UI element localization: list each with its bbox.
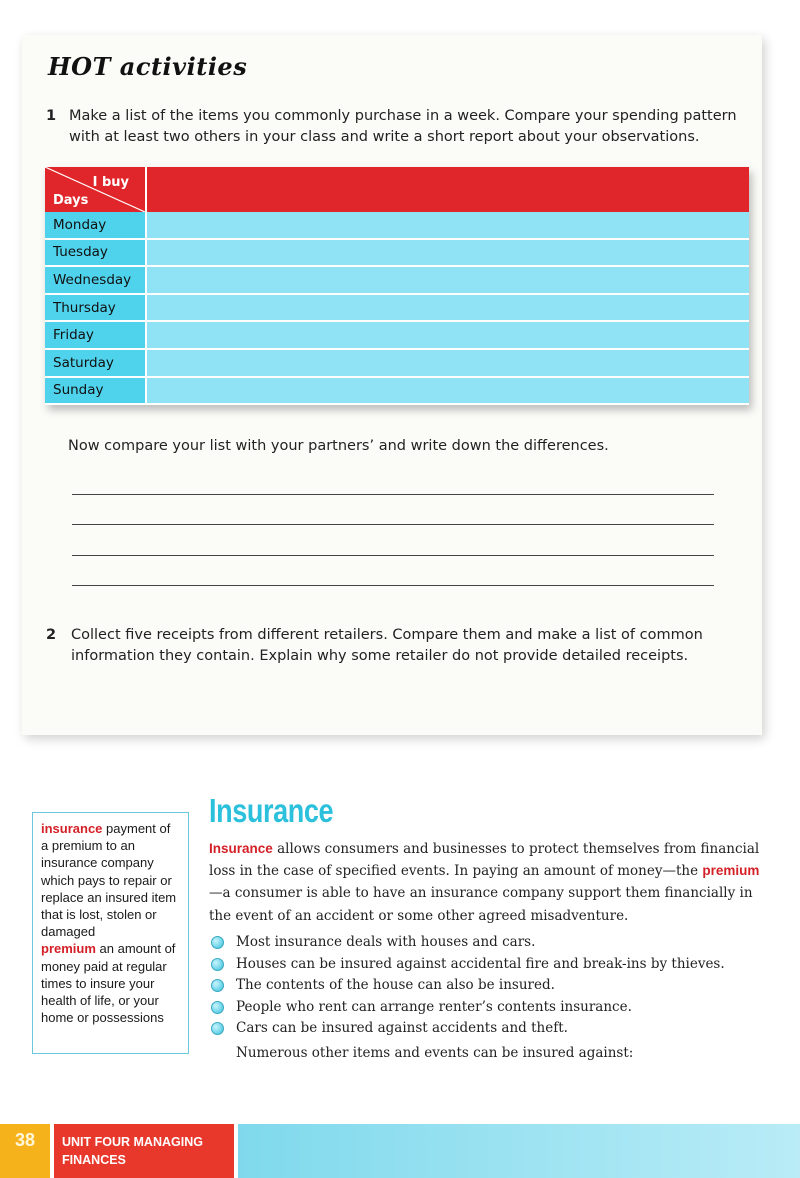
bullet-icon — [211, 1001, 224, 1014]
bullet-text: The contents of the house can also be insured. — [236, 977, 555, 993]
glossary-def-premium: an amount of money paid at regular times to insure your health of life, or your home or possessions — [41, 941, 176, 1026]
day-cell: Tuesday — [45, 239, 146, 267]
activity-2-number: 2 — [46, 627, 57, 643]
header-days: Days — [53, 193, 89, 208]
purchase-cell[interactable] — [146, 321, 749, 349]
page-number: 38 — [0, 1124, 50, 1178]
activity-2 — [46, 625, 746, 667]
unit-label — [54, 1124, 234, 1178]
table-row — [45, 377, 749, 405]
unit-label-line-1: UNIT FOUR MANAGING — [62, 1135, 203, 1149]
para-part-2: —a consumer is able to have an insurance company support them financially in the event of an accident or some other agreed misadventure. — [209, 885, 753, 924]
answer-line[interactable] — [72, 585, 714, 586]
glossary-term-premium: premium — [41, 941, 96, 957]
table-row — [45, 212, 749, 239]
weekly-purchase-table — [45, 167, 749, 405]
term-insurance: Insurance — [209, 841, 273, 856]
header-i-buy: I buy — [92, 175, 129, 190]
glossary-def-insurance: payment of a premium to an insurance company which pays to repair or replace an insured item that is lost, stolen or damaged — [41, 821, 177, 940]
activity-1 — [46, 106, 746, 148]
bullet-text: Cars can be insured against accidents and theft. — [236, 1020, 568, 1036]
table-header-row — [45, 167, 749, 212]
purchase-cell[interactable] — [146, 294, 749, 322]
day-cell: Thursday — [45, 294, 146, 322]
list-item — [209, 954, 769, 976]
table-corner-header — [45, 167, 146, 212]
table-header-blank — [146, 167, 749, 212]
para-part-1: allows consumers and businesses to protect themselves from financial loss in the case of specified events. In paying an amount of money—the — [209, 841, 760, 880]
insurance-paragraph — [209, 838, 764, 927]
day-cell: Wednesday — [45, 266, 146, 294]
list-item — [209, 997, 769, 1019]
table-row — [45, 239, 749, 267]
footer-band — [238, 1124, 800, 1178]
list-item — [209, 975, 769, 997]
purchase-cell[interactable] — [146, 239, 749, 267]
activity-1-number: 1 — [46, 108, 57, 124]
glossary-box — [32, 812, 189, 1054]
compare-prompt: Now compare your list with your partners’ and write down the differences. — [68, 438, 609, 454]
bullet-icon — [211, 1022, 224, 1035]
page-footer — [0, 1124, 800, 1178]
term-premium: premium — [702, 863, 760, 879]
purchase-cell[interactable] — [146, 212, 749, 239]
table-row — [45, 321, 749, 349]
day-cell: Friday — [45, 321, 146, 349]
numerous-items-text: Numerous other items and events can be insured against: — [236, 1045, 634, 1061]
purchase-cell[interactable] — [146, 377, 749, 405]
answer-line[interactable] — [72, 555, 714, 556]
day-cell: Monday — [45, 212, 146, 239]
list-item — [209, 932, 769, 954]
table-row — [45, 349, 749, 377]
purchase-cell[interactable] — [146, 266, 749, 294]
list-item — [209, 1018, 769, 1040]
day-cell: Saturday — [45, 349, 146, 377]
answer-line[interactable] — [72, 524, 714, 525]
hot-activities-title: HOT activities — [48, 52, 248, 81]
bullet-text: Houses can be insured against accidental fire and break-ins by thieves. — [236, 955, 725, 972]
purchase-cell[interactable] — [146, 349, 749, 377]
bullet-icon — [211, 979, 224, 992]
bullet-text: People who rent can arrange renter’s contents insurance. — [236, 998, 632, 1015]
insurance-bullet-list — [209, 932, 769, 1040]
table-row — [45, 294, 749, 322]
glossary-term-insurance: insurance — [41, 821, 103, 836]
bullet-text: Most insurance deals with houses and cars. — [236, 934, 536, 950]
bullet-icon — [211, 936, 224, 949]
insurance-heading: Insurance — [209, 792, 334, 829]
unit-label-line-2: FINANCES — [62, 1153, 126, 1167]
activity-2-text: Collect five receipts from different retailers. Compare them and make a list of common information they contain. Explain why some retailer do not provide detailed receipts. — [71, 627, 703, 664]
day-cell: Sunday — [45, 377, 146, 405]
answer-line[interactable] — [72, 494, 714, 495]
activity-1-text: Make a list of the items you commonly purchase in a week. Compare your spending pattern with at least two others in your class and write a short report about your observations. — [69, 108, 737, 145]
bullet-icon — [211, 958, 224, 971]
table-row — [45, 266, 749, 294]
